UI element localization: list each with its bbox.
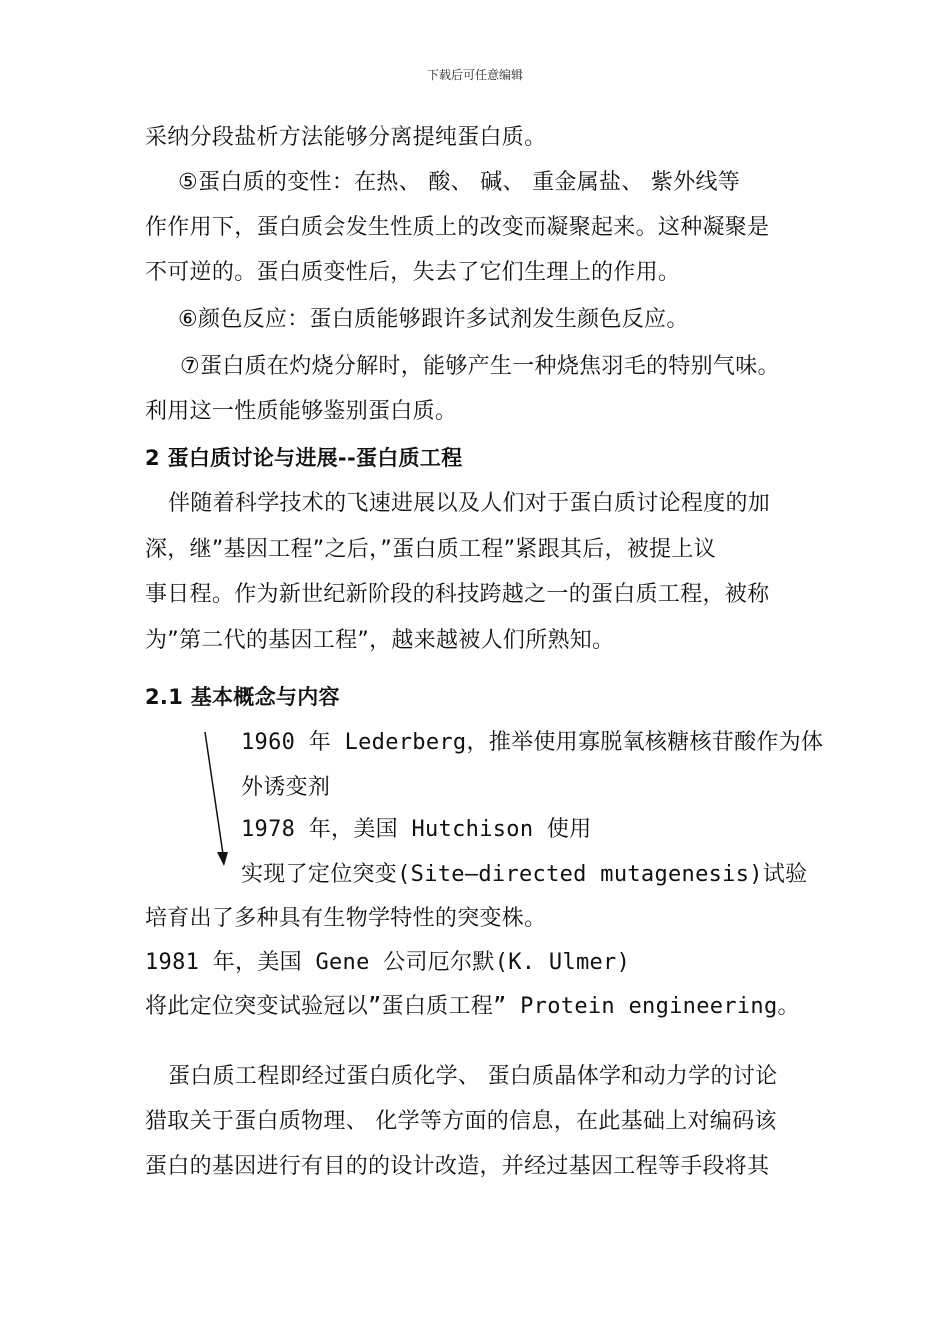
timeline-item: 1960 年 Lederberg，推举使用寡脱氧核糖核苷酸作为体: [241, 730, 824, 755]
paragraph-line: 事日程。作为新世纪新阶段的科技跨越之一的蛋白质工程，被称: [145, 582, 770, 607]
text-line: 1981 年，美国 Gene 公司厄尔默(K. Ulmer): [145, 950, 631, 975]
list-item-color-reaction: ⑥颜色反应：蛋白质能够跟许多试剂发生颜色反应。: [178, 307, 689, 332]
paragraph-line: 伴随着科学技术的飞速进展以及人们对于蛋白质讨论程度的加: [168, 491, 771, 516]
list-item-denaturation: ⑤蛋白质的变性：在热、 酸、 碱、 重金属盐、 紫外线等: [178, 170, 741, 195]
section-heading-2: 2 蛋白质讨论与进展--蛋白质工程: [145, 446, 463, 470]
timeline-item: 实现了定位突变(Site—directed mutagenesis)试验: [241, 862, 808, 887]
list-item-burning: ⑦蛋白质在灼烧分解时，能够产生一种烧焦羽毛的特别气味。: [180, 354, 780, 379]
page-header: 下载后可任意编辑: [426, 68, 523, 82]
paragraph-line: 深，继”基因工程”之后，”蛋白质工程”紧跟其后，被提上议: [145, 537, 716, 562]
text-line: 不可逆的。蛋白质变性后，失去了它们生理上的作用。: [145, 260, 681, 285]
paragraph-line: 为”第二代的基因工程”，越来越被人们所熟知。: [145, 628, 615, 653]
text-line: 作作用下，蛋白质会发生性质上的改变而凝聚起来。这种凝聚是: [145, 215, 770, 240]
timeline-item: 1978 年，美国 Hutchison 使用: [241, 817, 592, 842]
paragraph-line: 蛋白质工程即经过蛋白质化学、 蛋白质晶体学和动力学的讨论: [168, 1064, 778, 1089]
text-line: 将此定位突变试验冠以”蛋白质工程” Protein engineering。: [145, 994, 800, 1019]
paragraph-line: 猎取关于蛋白质物理、 化学等方面的信息，在此基础上对编码该: [145, 1109, 777, 1134]
text-line: 培育出了多种具有生物学特性的突变株。: [145, 906, 547, 931]
section-heading-2-1: 2.1 基本概念与内容: [145, 685, 340, 709]
text-line: 采纳分段盐析方法能够分离提纯蛋白质。: [145, 125, 547, 150]
timeline-arrow: [196, 728, 236, 873]
paragraph-line: 蛋白的基因进行有目的的设计改造，并经过基因工程等手段将其: [145, 1154, 770, 1179]
text-line: 利用这一性质能够鉴别蛋白质。: [145, 399, 458, 424]
timeline-item: 外诱变剂: [241, 775, 331, 800]
